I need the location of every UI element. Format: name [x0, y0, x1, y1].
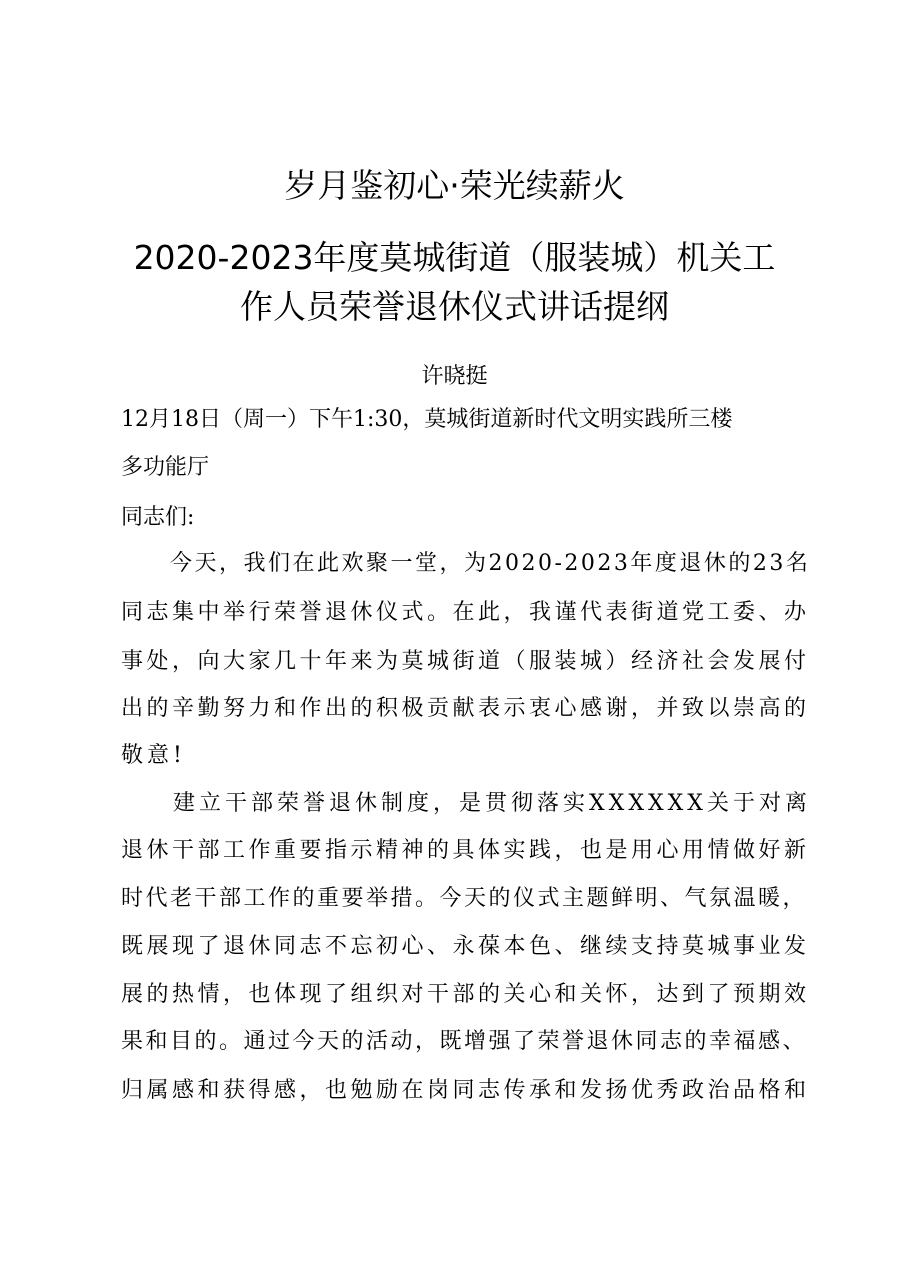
paragraph-2-line: 展的热情，也体现了组织对干部的关心和关怀，达到了预期效 [121, 982, 810, 1007]
salutation: 同志们: [121, 505, 195, 530]
paragraph-2-line: 果和目的。通过今天的活动，既增强了荣誉退休同志的幸福感、 [121, 1029, 808, 1054]
paragraph-1-line: 事处，向大家几十年来为莫城街道（服装城）经济社会发展付 [121, 649, 810, 674]
paragraph-1-line: 出的辛勤努力和作出的积极贡献表示衷心感谢，并致以崇高的 [121, 696, 810, 721]
time-place-line-2: 多功能厅 [121, 455, 210, 480]
paragraph-1-line: 敬意! [121, 743, 186, 768]
paragraph-2-line: 归属感和获得感，也勉励在岗同志传承和发扬优秀政治品格和 [121, 1078, 810, 1103]
time-place-line-1: 12月18日（周一）下午1:30，莫城街道新时代文明实践所三楼 [121, 407, 733, 432]
paragraph-1-line: 今天，我们在此欢聚一堂，为2020-2023年度退休的23名 [121, 551, 811, 576]
paragraph-2-line: 时代老干部工作的重要举措。今天的仪式主题鲜明、气氛温暖， [121, 886, 808, 911]
author-name: 许晓挺 [421, 364, 488, 389]
paragraph-2-line: 退休干部工作重要指示精神的具体实践，也是用心用情做好新 [121, 838, 810, 863]
title-line-3: 作人员荣誉退休仪式讲话提纲 [240, 287, 669, 326]
paragraph-1-line: 同志集中举行荣誉退休仪式。在此，我谨代表街道党工委、办 [121, 600, 810, 625]
title-line-2: 2020-2023年度莫城街道（服装城）机关工 [133, 238, 776, 277]
title-line-1: 岁月鉴初心·荣光续薪火 [284, 166, 625, 205]
paragraph-2-line: 既展现了退休同志不忘初心、永葆本色、继续支持莫城事业发 [121, 934, 810, 959]
paragraph-2-line: 建立干部荣誉退休制度，是贯彻落实XXXXXX关于对离 [121, 791, 811, 816]
